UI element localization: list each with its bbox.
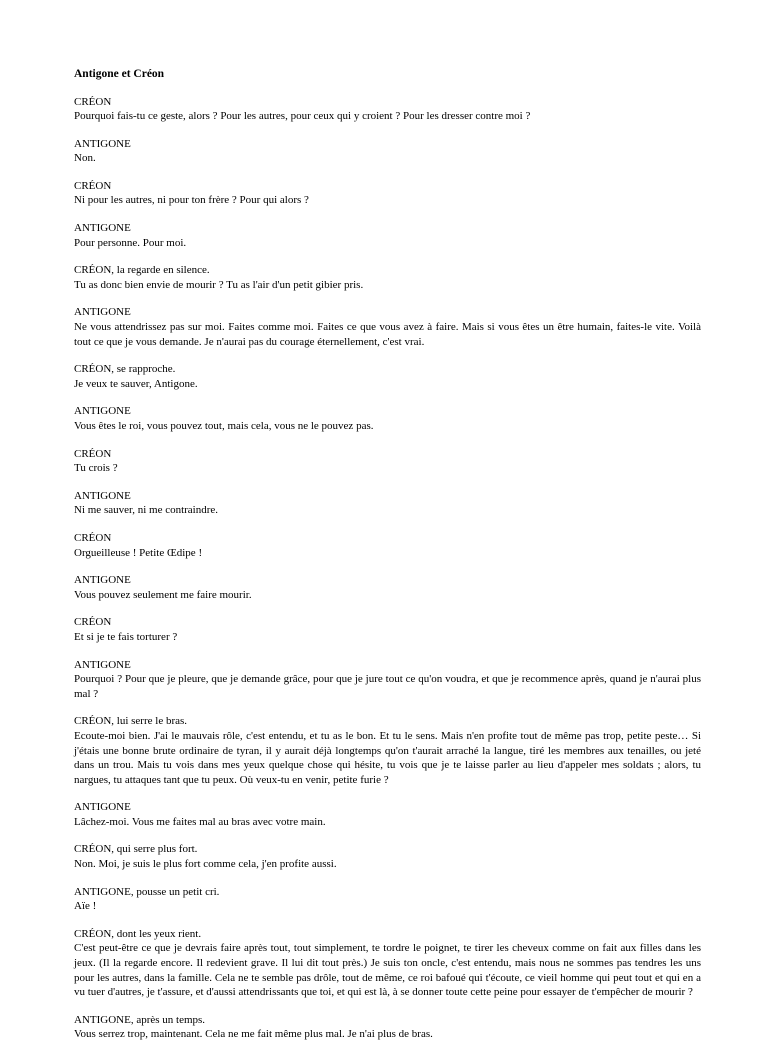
- dialogue-line: C'est peut-être ce que je devrais faire après tout, tout simplement, te tordre le poignet, te tirer les cheveux comme on fait aux filles dans les jeux. (Il la regarde encore. Il redevient grave. Il lui dit tout près.) Je suis ton oncle, c'est entendu, mais nous ne sommes pas tendres les uns pour les autres, dans la famille. Cela ne te semble pas drôle, tout de même, ce roi bafoué qui t'écoute, ce vieil homme qui peut tout et qui en a vu tuer d'autres, je t'assure, et d'aussi attendrissants que toi, et qui est là, à se donner toute cette peine pour essayer de t'empêcher de mourir ?: [74, 941, 701, 999]
- speaker-name: CRÉON: [74, 179, 701, 194]
- dialogue-line: Tu as donc bien envie de mourir ? Tu as l'air d'un petit gibier pris.: [74, 278, 701, 293]
- speaker-name: ANTIGONE: [74, 305, 701, 320]
- dialogue-block: [74, 489, 701, 518]
- dialogue-line: Orgueilleuse ! Petite Œdipe !: [74, 546, 701, 561]
- dialogue-block: [74, 362, 701, 391]
- dialogue-line: Pourquoi fais-tu ce geste, alors ? Pour les autres, pour ceux qui y croient ? Pour les dresser contre moi ?: [74, 109, 701, 124]
- speaker-name: CRÉON: [74, 95, 701, 110]
- dialogue-block: [74, 842, 701, 871]
- speaker-name: CRÉON: [74, 615, 701, 630]
- speaker-name: ANTIGONE: [74, 221, 701, 236]
- dialogue-block: [74, 447, 701, 476]
- dialogue-block: [74, 305, 701, 349]
- dialogue-block: [74, 714, 701, 787]
- speaker-name: ANTIGONE: [74, 489, 701, 504]
- dialogue-line: Vous serrez trop, maintenant. Cela ne me fait même plus mal. Je n'ai plus de bras.: [74, 1027, 701, 1042]
- dialogue-block: [74, 615, 701, 644]
- speaker-name: CRÉON, se rapproche.: [74, 362, 701, 377]
- dialogue-container: [74, 95, 701, 1042]
- document-title: Antigone et Créon: [74, 67, 701, 82]
- speaker-name: ANTIGONE: [74, 573, 701, 588]
- speaker-name: CRÉON: [74, 447, 701, 462]
- dialogue-block: [74, 137, 701, 166]
- dialogue-line: Lâchez-moi. Vous me faites mal au bras avec votre main.: [74, 815, 701, 830]
- dialogue-block: [74, 263, 701, 292]
- speaker-name: CRÉON: [74, 531, 701, 546]
- dialogue-line: Ecoute-moi bien. J'ai le mauvais rôle, c'est entendu, et tu as le bon. Et tu le sens. Mais n'en profite tout de même pas trop, petite peste… Si j'étais une bonne brute ordinaire de tyran, il y aurait déjà longtemps qu'on t'aurait arraché la langue, tiré les membres aux tenailles, ou jeté dans un trou. Mais tu vois dans mes yeux quelque chose qui hésite, tu vois que je te laisse parler au lieu d'appeler mes soldats ; alors, tu nargues, tu attaques tant que tu peux. Où veux-tu en venir, petite furie ?: [74, 729, 701, 787]
- dialogue-line: Vous êtes le roi, vous pouvez tout, mais cela, vous ne le pouvez pas.: [74, 419, 701, 434]
- dialogue-line: Tu crois ?: [74, 461, 701, 476]
- speaker-name: CRÉON, lui serre le bras.: [74, 714, 701, 729]
- speaker-name: ANTIGONE, pousse un petit cri.: [74, 885, 701, 900]
- dialogue-line: Ni me sauver, ni me contraindre.: [74, 503, 701, 518]
- dialogue-block: [74, 221, 701, 250]
- dialogue-block: [74, 1013, 701, 1042]
- dialogue-line: Pour personne. Pour moi.: [74, 236, 701, 251]
- dialogue-block: [74, 573, 701, 602]
- dialogue-block: [74, 404, 701, 433]
- speaker-name: ANTIGONE: [74, 800, 701, 815]
- dialogue-line: Non.: [74, 151, 701, 166]
- dialogue-line: Non. Moi, je suis le plus fort comme cela, j'en profite aussi.: [74, 857, 701, 872]
- dialogue-block: [74, 885, 701, 914]
- dialogue-block: [74, 179, 701, 208]
- dialogue-block: [74, 531, 701, 560]
- speaker-name: ANTIGONE: [74, 658, 701, 673]
- dialogue-block: [74, 658, 701, 702]
- dialogue-line: Et si je te fais torturer ?: [74, 630, 701, 645]
- dialogue-block: [74, 927, 701, 1000]
- dialogue-line: Je veux te sauver, Antigone.: [74, 377, 701, 392]
- dialogue-line: Aïe !: [74, 899, 701, 914]
- speaker-name: CRÉON, la regarde en silence.: [74, 263, 701, 278]
- speaker-name: CRÉON, dont les yeux rient.: [74, 927, 701, 942]
- dialogue-line: Vous pouvez seulement me faire mourir.: [74, 588, 701, 603]
- speaker-name: ANTIGONE: [74, 404, 701, 419]
- dialogue-line: Ni pour les autres, ni pour ton frère ? Pour qui alors ?: [74, 193, 701, 208]
- dialogue-line: Ne vous attendrissez pas sur moi. Faites comme moi. Faites ce que vous avez à faire. Mais si vous êtes un être humain, faites-le vite. Voilà tout ce que je vous demande. Je n'aurai pas du courage éternellement, c'est vrai.: [74, 320, 701, 349]
- dialogue-line: Pourquoi ? Pour que je pleure, que je demande grâce, pour que je jure tout ce qu'on voudra, et que je recommence après, quand je n'aurai plus mal ?: [74, 672, 701, 701]
- dialogue-block: [74, 800, 701, 829]
- speaker-name: ANTIGONE: [74, 137, 701, 152]
- speaker-name: ANTIGONE, après un temps.: [74, 1013, 701, 1028]
- dialogue-block: [74, 95, 701, 124]
- speaker-name: CRÉON, qui serre plus fort.: [74, 842, 701, 857]
